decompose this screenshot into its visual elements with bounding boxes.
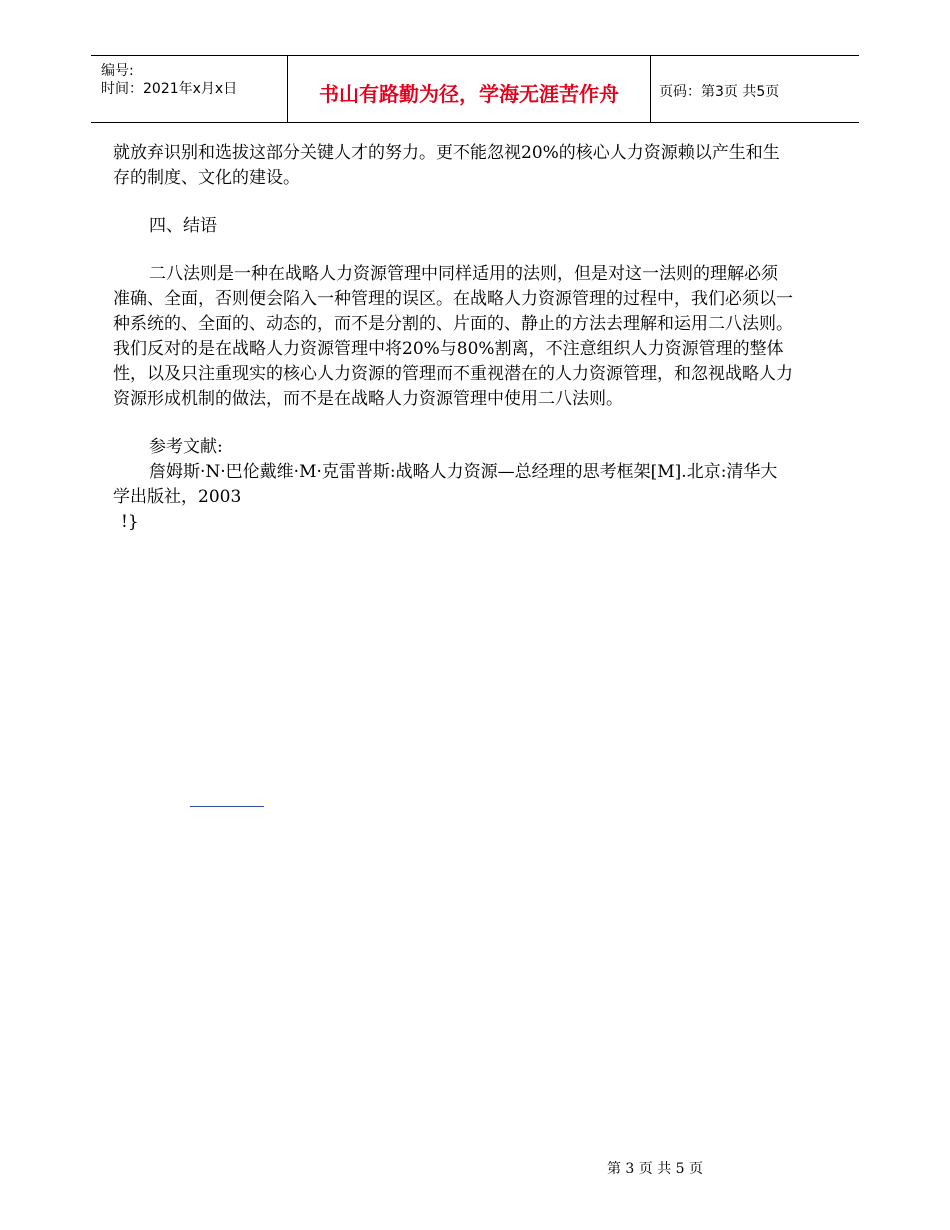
header-middle-cell [287,56,651,122]
footer-page-number: 第 3 页 共 5 页 [606,1161,704,1177]
header-left-cell [91,56,287,122]
paragraph-conclusion: 二八法则是一种在战略人力资源管理中同样适用的法则，但是对这一法则的理解必须准确、全面，否则便会陷入一种管理的误区。在战略人力资源管理的过程中，我们必须以一种系统的、全面的、动态的，而不是分割的、片面的、静止的方法去理解和运用二八法则。我们反对的是在战略人力资源管理中将20%与80%割离，不注意组织人力资源管理的整体性，以及只注重现实的核心人力资源的管理而不重视潜在的人力资源管理，和忽视战略人力资源形成机制的做法，而不是在战略人力资源管理中使用二八法则。 [113,264,793,409]
references-title: 参考文献: [149,437,223,457]
reference-item: 詹姆斯·N·巴伦戴维·M·克雷普斯:战略人力资源—总经理的思考框架[M].北京:清华大学出版社，2003 [113,462,778,507]
header-page-info: 页码：第3页 共5页 [659,84,780,100]
references-section [113,435,793,535]
stray-text: !} [121,512,139,532]
page-footer [0,1158,950,1178]
section-heading-conclusion: 四、结语 [149,216,217,236]
document-header [91,55,859,123]
document-body [113,141,793,535]
header-right-cell [649,56,859,122]
header-motto: 书山有路勤为径，学海无涯苦作舟 [319,82,619,106]
paragraph-continuation: 就放弃识别和选拔这部分关键人才的努力。更不能忽视20%的核心人力资源赖以产生和生存的制度、文化的建设。 [113,143,780,188]
hyperlink-underline[interactable] [190,806,264,807]
document-time-label: 时间：2021年x月x日 [101,81,238,97]
document-code-label: 编号: [101,63,134,79]
